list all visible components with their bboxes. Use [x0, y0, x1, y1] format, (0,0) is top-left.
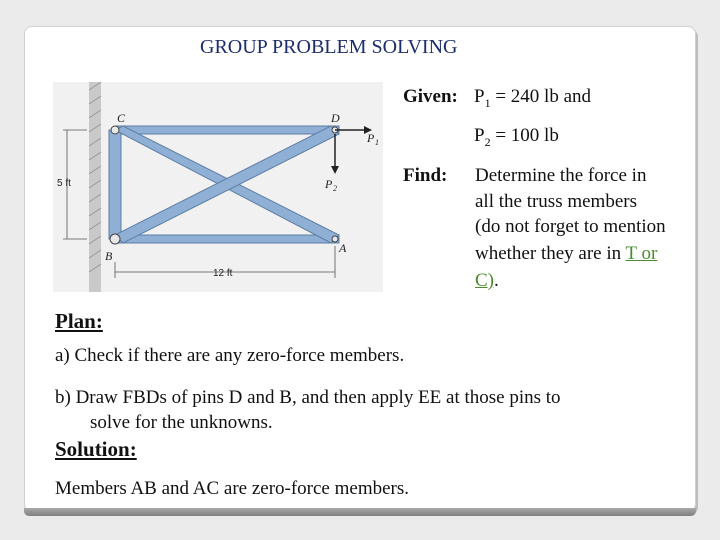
p2-sub: 2: [484, 134, 491, 149]
slide-title: GROUP PROBLEM SOLVING: [200, 36, 458, 58]
dim-width: 12 ft: [213, 268, 233, 279]
pin-c: [111, 126, 119, 134]
find-line-4-text: whether they are in: [475, 243, 626, 264]
solution-heading: Solution:: [55, 437, 137, 461]
member-cb: [109, 130, 121, 239]
find-line-1: Determine the force in: [475, 165, 647, 186]
slide-bottom-bar: [24, 508, 696, 516]
p1-value: = 240 lb and: [490, 86, 592, 107]
find-line-5: [475, 270, 499, 292]
given-p2: [474, 125, 559, 150]
p2-var: P: [474, 125, 485, 146]
find-line-2: all the truss members: [475, 191, 637, 212]
pin-a: [332, 236, 338, 242]
pin-b: [110, 234, 120, 244]
tc-link-t: T or: [625, 243, 658, 264]
plan-item-a: a) Check if there are any zero-force members.: [55, 345, 405, 366]
label-p1-sub: 1: [375, 138, 379, 147]
find-line-4: [475, 243, 657, 265]
label-p1: P: [367, 131, 375, 145]
label-p2: P: [325, 177, 333, 191]
label-p2-sub: 2: [333, 184, 337, 193]
member-ba: [115, 235, 339, 243]
find-label: Find:: [403, 165, 448, 186]
plan-item-b-line-1: b) Draw FBDs of pins D and B, and then apply EE at those pins to: [55, 387, 561, 408]
member-cd: [115, 126, 339, 134]
label-b: B: [105, 249, 113, 263]
given-label: Given:: [403, 86, 458, 107]
plan-item-b-line-2: solve for the unknowns.: [90, 412, 273, 433]
dim-height: 5 ft: [57, 178, 71, 189]
solution-text: Members AB and AC are zero-force members.: [55, 478, 410, 499]
label-c: C: [117, 111, 126, 125]
truss-figure: [53, 82, 383, 292]
find-line-5-text: .: [494, 270, 499, 291]
p1-sub: 1: [484, 95, 491, 110]
given-p1: [474, 86, 591, 111]
p2-value: = 100 lb: [490, 125, 559, 146]
label-d: D: [331, 111, 340, 125]
find-line-3: (do not forget to mention: [475, 216, 666, 237]
label-a: A: [339, 241, 347, 255]
tc-link-c: C): [475, 270, 494, 291]
p1-var: P: [474, 86, 485, 107]
plan-heading: Plan:: [55, 309, 103, 333]
